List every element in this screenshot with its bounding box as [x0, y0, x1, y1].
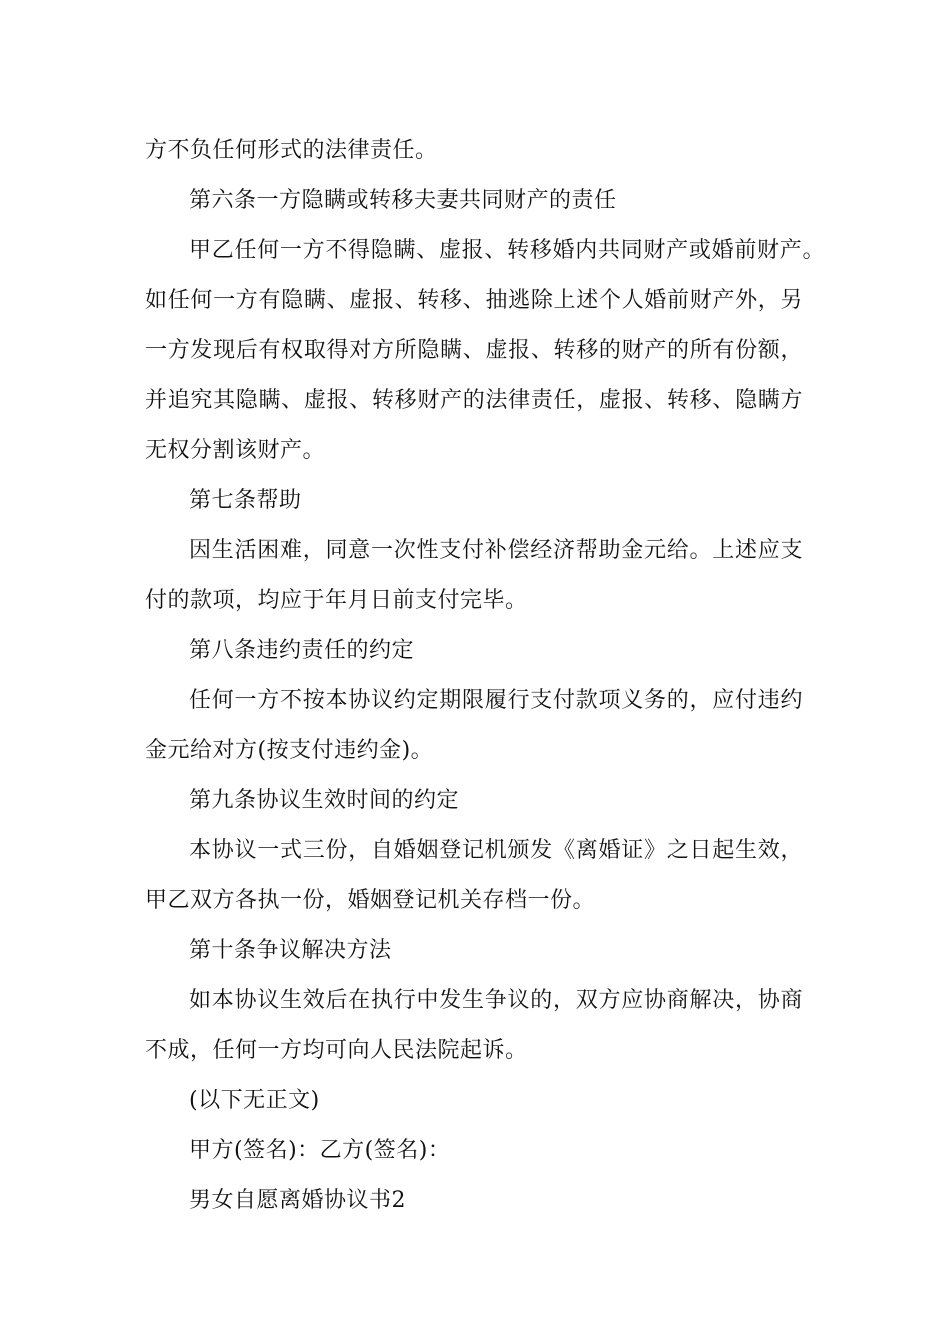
paragraph-line: 本协议一式三份，自婚姻登记机颁发《离婚证》之日起生效， [189, 838, 803, 863]
paragraph-line: 金元给对方(按支付违约金)。 [145, 738, 434, 763]
paragraph-line: 付的款项，均应于年月日前支付完毕。 [145, 588, 528, 613]
article-heading: 第九条协议生效时间的约定 [189, 788, 460, 813]
article-heading: 第七条帮助 [189, 488, 302, 513]
paragraph-line: 因生活困难，同意一次性支付补偿经济帮助金元给。上述应支 [189, 538, 803, 563]
paragraph-line: 任何一方不按本协议约定期限履行支付款项义务的，应付违约 [189, 688, 803, 713]
article-heading: 第十条争议解决方法 [189, 938, 392, 963]
article-heading: 第六条一方隐瞒或转移夫妻共同财产的责任 [189, 188, 617, 213]
paragraph-line: 甲乙任何一方不得隐瞒、虚报、转移婚内共同财产或婚前财产。 [189, 238, 825, 263]
paragraph-line: 一方发现后有权取得对方所隐瞒、虚报、转移的财产的所有份额， [145, 338, 803, 363]
paragraph-line: 如本协议生效后在执行中发生争议的，双方应协商解决，协商 [189, 988, 803, 1013]
paragraph-line: 无权分割该财产。 [145, 438, 326, 463]
paragraph-line: 并追究其隐瞒、虚报、转移财产的法律责任，虚报、转移、隐瞒方 [145, 388, 803, 413]
no-further-text-note: (以下无正文) [189, 1088, 320, 1113]
signature-line: 甲方(签名)：乙方(签名)： [189, 1138, 451, 1163]
article-heading: 第八条违约责任的约定 [189, 638, 415, 663]
paragraph-line: 方不负任何形式的法律责任。 [145, 138, 438, 163]
paragraph-line: 不成，任何一方均可向人民法院起诉。 [145, 1038, 528, 1063]
document-title: 男女自愿离婚协议书2 [189, 1188, 406, 1213]
paragraph-line: 甲乙双方各执一份，婚姻登记机关存档一份。 [145, 888, 596, 913]
paragraph-line: 如任何一方有隐瞒、虚报、转移、抽逃除上述个人婚前财产外，另 [145, 288, 803, 313]
